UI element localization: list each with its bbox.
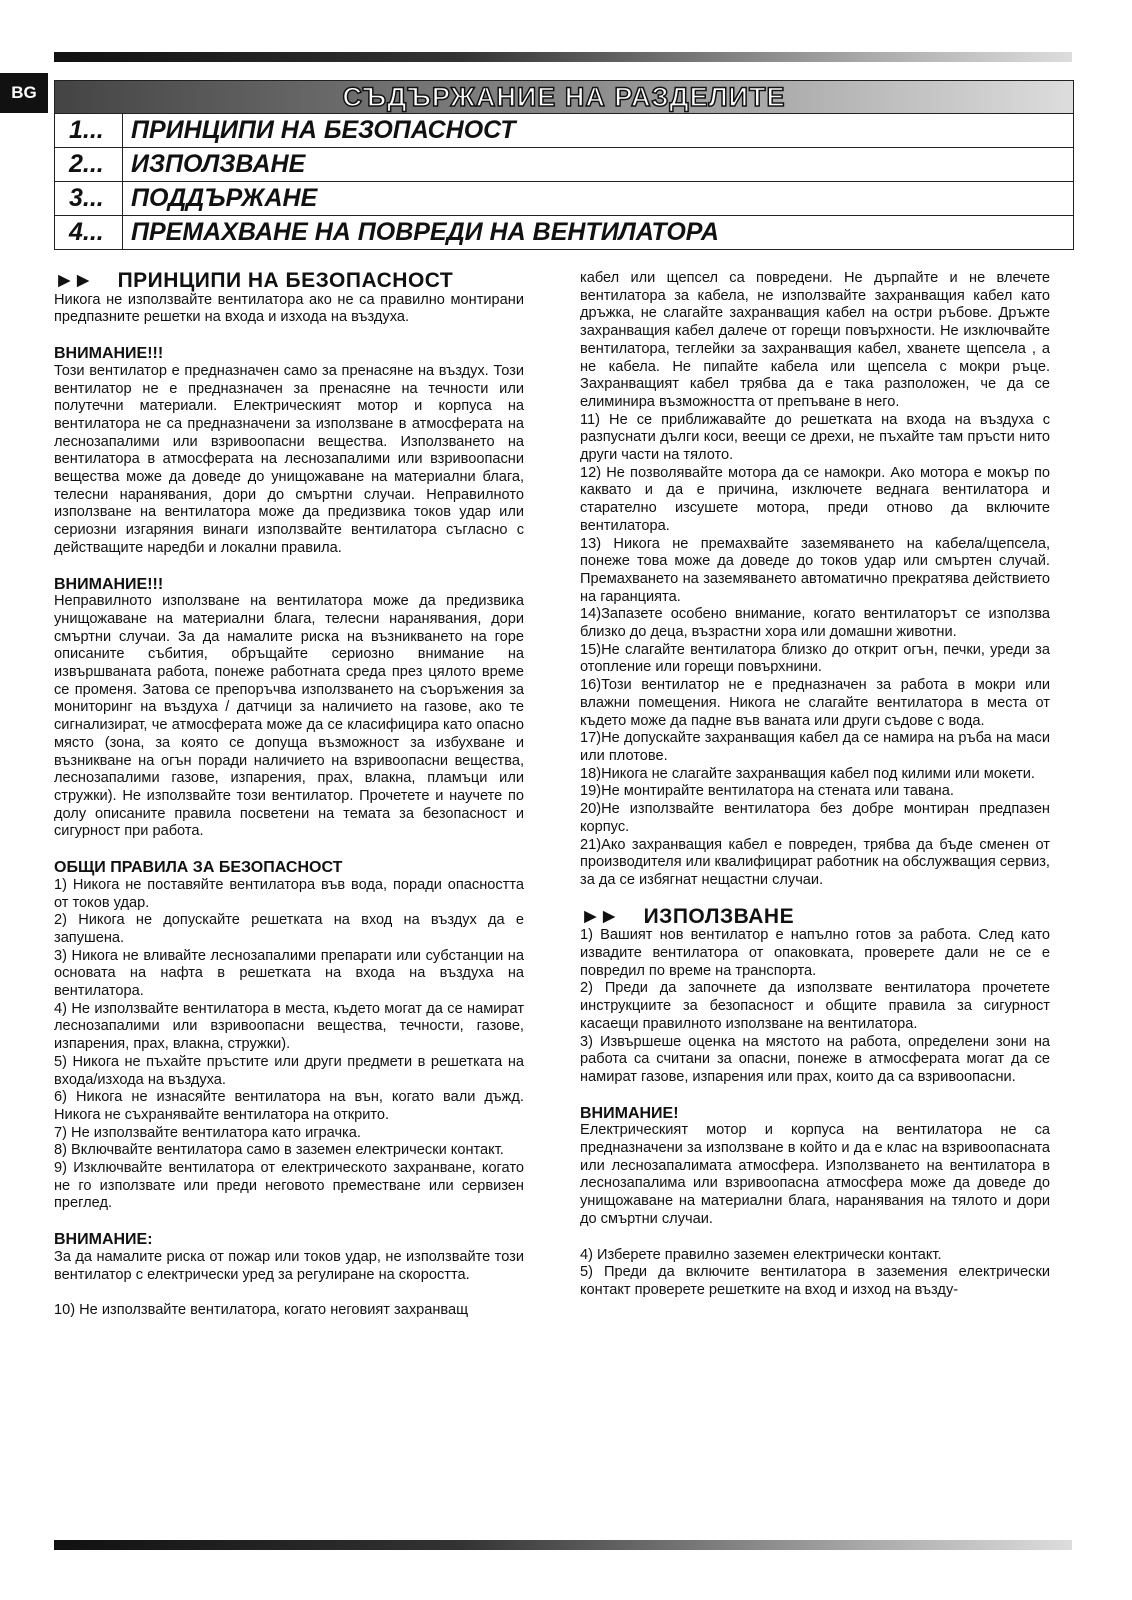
rule-item: 4) Не използвайте вентилатора в места, където могат да се намират леснозапалими или взривоопасни вещества, течности, газове, изпарения, прах, влакна, стружки). xyxy=(54,1000,524,1053)
rule-item: 5) Никога не пъхайте пръстите или други предмети в решетката на входа/изхода на въздуха. xyxy=(54,1053,524,1088)
toc-number: 3... xyxy=(55,182,123,215)
left-column xyxy=(54,269,524,1320)
general-rules-label: ОБЩИ ПРАВИЛА ЗА БЕЗОПАСНОСТ xyxy=(54,859,343,877)
safety-intro: Никога не използвайте вентилатора ако не са правилно монтирани предпазните решетки на входа и изхода на въздуха. xyxy=(54,291,524,326)
rule-item: 9) Изключвайте вентилатора от електрическото захранване, когато не го използвате или преди неговото преместване или сервизен преглед. xyxy=(54,1160,524,1212)
rule-item: 18)Никога не слагайте захранващия кабел под килими или мокети. xyxy=(580,765,1035,782)
rule-item: 13) Никога не премахвайте заземяването на кабела/щепсела, понеже това може да доведе до токов удар или смъртен случай. Премахването на заземяването автоматично прекратява действието на гаранцията. xyxy=(580,535,1050,605)
usage-item: 5) Преди да включите вентилатора в заземения електрически контакт проверете решетките на вход и изход на възду- xyxy=(580,1264,1050,1298)
rule-item: 1) Никога не поставяйте вентилатора във вода, поради опасността от токов удар. xyxy=(54,876,524,911)
warning-text: Този вентилатор е предназначен само за пренасяне на въздух. Този вентилатор не е предназначен за пренасяне на течности или полутечни материали. Електрическият мотор и корпуса на вентилатора не са предназначени за използване в атмосферата на леснозапалими или взривоопасни вещества. Използването на вентилатора в атмосферата на леснозапалими или взривоопасни вещества може да доведе до унищожаване на материални блага, телесни наранявания, дори до смъртни случаи. Неправилното използване на вентилатора може да предизвика токов удар или сериозни изгаряния винаги използвайте вентилатора съгласно с действащите наредби и локални правила. xyxy=(54,362,524,556)
bottom-divider-bar xyxy=(54,1540,1072,1550)
toc-title: ИЗПОЛЗВАНЕ xyxy=(131,150,306,178)
toc-title: ПРЕМАХВАНЕ НА ПОВРЕДИ НА ВЕНТИЛАТОРА xyxy=(131,218,719,246)
rule-item: 17)Не допускайте захранващия кабел да се намира на ръба на маси или плотове. xyxy=(580,730,1050,764)
toc-number: 4... xyxy=(55,216,123,249)
rule-item: 19)Не монтирайте вентилатора на стената или тавана. xyxy=(580,783,954,800)
rule-item: 16)Този вентилатор не е предназначен за работа в мокри или влажни помещения. Никога не слагайте вентилатора в места от където може да падне във ваната или други съдове с вода. xyxy=(580,677,1050,729)
rule-item: 12) Не позволявайте мотора да се намокри. Ако мотора е мокър по каквато и да е причина, изключете веднага вентилатора и старателно изсушете мотора, преди отново да включите вентилатора. xyxy=(580,464,1050,534)
rule-item: 2) Никога не допускайте решетката на вход на въздух да е запушена. xyxy=(54,912,524,946)
toc-row[interactable] xyxy=(55,182,1073,216)
usage-item: 2) Преди да започнете да използвате вентилатора прочетете инструкциите за безопасност и общите правила за сигурност касаещи правилното използване на вентилатора. xyxy=(580,980,1050,1032)
language-tab: BG xyxy=(0,73,48,113)
toc-number: 2... xyxy=(55,148,123,181)
section-title-safety: ►► ПРИНЦИПИ НА БЕЗОПАСНОСТ xyxy=(54,269,454,292)
warning-text: За да намалите риска от пожар или токов удар, не използвайте този вентилатор с електрически уред за регулиране на скоростта. xyxy=(54,1248,524,1283)
rule-item: 6) Никога не изнасяйте вентилатора на вън, когато вали дъжд. Никога не съхранявайте вентилатора на открито. xyxy=(54,1089,524,1123)
toc-row[interactable] xyxy=(55,216,1073,249)
toc-title: ПОДДЪРЖАНЕ xyxy=(131,184,318,212)
rule-item: 11) Не се приближавайте до решетката на входа на въздуха с разпуснати дълги коси, веещи се дрехи, не пъхайте там пръсти нито други части на тялото. xyxy=(580,411,1050,464)
usage-item: 1) Вашият нов вентилатор е напълно готов за работа. След като извадите вентилатора от опаковката, проверете дали не се е повредил по време на транспорта. xyxy=(580,927,1050,979)
warning-label: ВНИМАНИЕ: xyxy=(54,1231,153,1249)
usage-item: 3) Извършеше оценка на мястото на работа, определени зони на работа са считани за опасни, понеже в атмосферата могат да се намират газове, изпарения или прах, които да са взривоопасни. xyxy=(580,1033,1050,1085)
rule-item: 10) Не използвайте вентилатора, когато неговият захранващ xyxy=(54,1302,469,1319)
rule-item: 7) Не използвайте вентилатора като играчка. xyxy=(54,1124,361,1141)
toc-title: ПРИНЦИПИ НА БЕЗОПАСНОСТ xyxy=(131,116,516,144)
warning-text: Електрическият мотор и корпуса на вентилатора не са предназначени за използване в който и да е клас на взривоопасната или леснозапалимата атмосфера. Използването на вентилатора в леснозапалима или взривоопасна атмосфера може да доведе до унищожаване на материални блага, наранявания на тялото и дори до смъртни случаи. xyxy=(580,1122,1050,1227)
warning-text: Неправилното използване на вентилатора може да предизвика унищожаване на материални блага, телесни наранявания, дори смъртни случаи. За да намалите риска на възникването на горе описаните събития, обръщайте сериозно внимание на извършваната работа, понеже работната среда през цялото време се променя. Затова се препоръчва използването на съоръжения за мониторинг на въздуха / датчици за наличието на газове, ако те сигнализират, че атмосферата може да се класифицира като опасно място (зона, за която се допуща възможност за избухване и възникване на огън поради наличието на взривоопасни вещества, леснозапалими газове, изпарения, прах, влакна, пламъци или стружки). Не използвайте този вентилатор. Прочетете и научете по долу описаните правила посветени на темата за безопасност и сигурност при работа. xyxy=(54,593,524,840)
warning-label: ВНИМАНИЕ!!! xyxy=(54,345,164,363)
rule-item: 21)Ако захранващия кабел е повреден, трябва да бъде сменен от производителя или квалифицират работник на обслужващия сервиз, за да се избягнат нещастни случаи. xyxy=(580,836,1050,888)
section-title-usage: ►► ИЗПОЛЗВАНЕ xyxy=(580,904,795,928)
toc-row[interactable] xyxy=(55,148,1073,182)
toc-heading: СЪДЪРЖАНИЕ НА РАЗДЕЛИТЕ xyxy=(55,81,1073,114)
arrow-icon: ►► xyxy=(580,904,618,928)
rule-item: 8) Включвайте вентилатора само в заземен електрически контакт. xyxy=(54,1142,504,1159)
right-column xyxy=(580,270,1050,1300)
table-of-contents xyxy=(54,80,1074,250)
arrow-icon: ►► xyxy=(54,269,92,292)
warning-label: ВНИМАНИЕ!!! xyxy=(54,575,164,593)
rule-item: кабел или щепсел са повредени. Не дърпайте и не влечете вентилатора за кабела, не използвайте захранващия кабел като дръжка, не слагайте захранващия кабел на остри ръбове. Дръжте захранващия кабел далече от горещи повърхности. Не изключвайте вентилатора, теглейки за захранващия кабел, хванете щепсела , а не кабела. Не пипайте кабела или щепсела с мокри ръце. Захранващият кабел трябва да е така разположен, че да се елиминира възможността от препъване в него. xyxy=(580,270,1050,410)
rule-item: 15)Не слагайте вентилатора близко до открит огън, печки, уреди за отопление или горещи повърхнини. xyxy=(580,641,1050,676)
rule-item: 14)Запазете особено внимание, когато вентилаторът се използва близко до деца, възрастни хора или домашни животни. xyxy=(580,606,1050,641)
rule-item: 3) Никога не вливайте леснозапалими препарати или субстанции на основата на нафта в решетката на входа на въздуха на вентилатора. xyxy=(54,947,524,1000)
usage-item: 4) Изберете правилно заземен електрически контакт. xyxy=(580,1246,942,1263)
toc-row[interactable] xyxy=(55,114,1073,148)
warning-label: ВНИМАНИЕ! xyxy=(580,1104,679,1122)
top-divider-bar xyxy=(54,52,1072,62)
toc-number: 1... xyxy=(55,114,123,147)
rule-item: 20)Не използвайте вентилатора без добре монтиран предпазен корпус. xyxy=(580,801,1050,835)
